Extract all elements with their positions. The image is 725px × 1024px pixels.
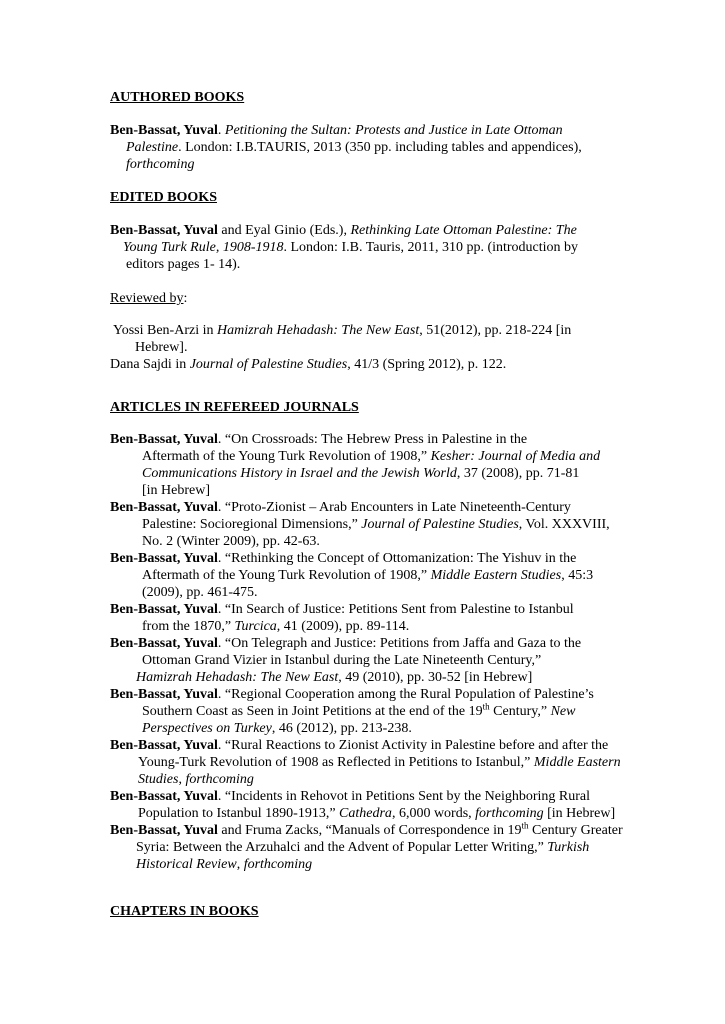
entry-line: Palestine: Socioregional Dimensions,” Journal of Palestine Studies, Vol. XXXVIII, (142, 517, 610, 532)
journal-title: Hamizrah Hehadash: The New East (216, 323, 420, 338)
book-title: Rethinking Late Ottoman Palestine: The (350, 223, 577, 238)
author-name: Ben-Bassat, Yuval (110, 432, 218, 447)
journal-title: Journal of Palestine Studies (189, 357, 348, 372)
publisher-info: . London: I.B. Tauris, 2011, 310 pp. (introduction by (283, 240, 579, 255)
entry-line (110, 222, 670, 239)
author-name: Ben-Bassat, Yuval (110, 636, 218, 651)
review-item: Yossi Ben-Arzi in Hamizrah Hehadash: The New East, 51(2012), pp. 218-224 [in (113, 323, 572, 338)
article-entry: Ben-Bassat, Yuval. “Rural Reactions to Zionist Activity in Palestine before and after the (110, 738, 609, 753)
coeditor-text: and Eyal Ginio (Eds.), (217, 223, 351, 238)
review-item: Dana Sajdi in Journal of Palestine Studies, 41/3 (Spring 2012), p. 122. (110, 357, 507, 372)
entry-line: Young-Turk Revolution of 1908 as Reflected in Petitions to Istanbul,” Middle Eastern (138, 755, 621, 770)
journal-title: Kesher: Journal of Media and (430, 449, 601, 464)
authored-books-heading: AUTHORED BOOKS (110, 90, 245, 105)
journal-title: Cathedra (339, 806, 392, 821)
book-title: Petitioning the Sultan: Protests and Justice in Late Ottoman (224, 123, 563, 138)
publisher-info-cont: editors pages 1- 14). (126, 257, 241, 272)
article-entry: Ben-Bassat, Yuval and Fruma Zacks, “Manuals of Correspondence in 19th Century Greater (110, 820, 623, 838)
article-entry: Ben-Bassat, Yuval. “Regional Cooperation among the Rural Population of Palestine’s (110, 687, 594, 702)
entry-line: Communications History in Israel and the Jewish World, 37 (2008), pp. 71-81 (142, 466, 580, 481)
review-list (110, 322, 670, 373)
article-entry: Ben-Bassat, Yuval. “On Telegraph and Justice: Petitions from Jaffa and Gaza to the (110, 636, 582, 651)
author-name: Ben-Bassat, Yuval (110, 551, 218, 566)
article-entry: Ben-Bassat, Yuval. “Rethinking the Concept of Ottomanization: The Yishuv in the (110, 551, 577, 566)
author-name: Ben-Bassat, Yuval (110, 687, 218, 702)
reviewed-by-label: Reviewed by: (110, 291, 188, 306)
entry-line: Hamizrah Hehadash: The New East, 49 (2010), pp. 30-52 [in Hebrew] (136, 670, 533, 685)
article-entry: Ben-Bassat, Yuval. “On Crossroads: The Hebrew Press in Palestine in the (110, 432, 528, 447)
author-name: Ben-Bassat, Yuval (110, 602, 218, 617)
entry-line: Ben-Bassat, Yuval. Petitioning the Sultan: Protests and Justice in Late Ottoman (110, 123, 563, 138)
entry-line: from the 1870,” Turcica, 41 (2009), pp. 89-114. (142, 619, 410, 634)
authored-book-entry (110, 122, 670, 173)
journal-title: New (550, 704, 576, 719)
entry-line: [in Hebrew] (142, 483, 211, 498)
author-name: Ben-Bassat, Yuval (110, 738, 218, 753)
publisher-info: . London: I.B.TAURIS, 2013 (350 pp. including tables and appendices), (178, 140, 582, 155)
entry-line: Syria: Between the Arzuhalci and the Advent of Popular Letter Writing,” Turkish (136, 840, 590, 855)
author-name: Ben-Bassat, Yuval (110, 223, 218, 238)
journal-title: Perspectives on Turkey (142, 721, 272, 736)
article-entry: Ben-Bassat, Yuval. “Incidents in Rehovot in Petitions Sent by the Neighboring Rural (110, 789, 591, 804)
edited-book-entry (110, 222, 670, 273)
entry-line: (2009), pp. 461-475. (142, 585, 258, 600)
status-text: forthcoming (243, 857, 313, 872)
journal-title: Journal of Palestine Studies (361, 517, 519, 532)
articles-heading: ARTICLES IN REFEREED JOURNALS (110, 400, 359, 415)
journal-title: Historical Review (136, 857, 237, 872)
edited-books-heading: EDITED BOOKS (110, 190, 217, 205)
journal-title: Communications History in Israel and the Jewish World (142, 466, 457, 481)
journal-title: Turkish (547, 840, 590, 855)
author-name: Ben-Bassat, Yuval (110, 500, 218, 515)
chapters-heading: CHAPTERS IN BOOKS (110, 904, 259, 919)
journal-title: Middle Eastern Studies (430, 568, 562, 583)
journal-title: Turcica (234, 619, 277, 634)
entry-line: Population to Istanbul 1890-1913,” Cathedra, 6,000 words, forthcoming [in Hebrew] (138, 806, 616, 821)
author-name: Ben-Bassat, Yuval (110, 123, 218, 138)
article-entry: Ben-Bassat, Yuval. “In Search of Justice: Petitions Sent from Palestine to Istanbul (110, 602, 574, 617)
entry-line: No. 2 (Winter 2009), pp. 42-63. (142, 534, 320, 549)
article-entry: Ben-Bassat, Yuval. “Proto-Zionist – Arab Encounters in Late Nineteenth-Century (110, 500, 571, 515)
book-title-cont: Young Turk Rule, 1908-1918 (123, 240, 284, 255)
book-title-cont: Palestine (126, 140, 179, 155)
status-text: forthcoming (185, 772, 254, 787)
entry-line: Southern Coast as Seen in Joint Petitions at the end of the 19th Century,” New (142, 701, 576, 719)
entry-line: Ottoman Grand Vizier in Istanbul during the Late Nineteenth Century,” (142, 653, 542, 668)
entry-line (110, 156, 670, 173)
entry-line: Aftermath of the Young Turk Revolution of 1908,” Middle Eastern Studies, 45:3 (142, 568, 594, 583)
entry-line: Historical Review, forthcoming (136, 857, 313, 872)
entry-line: Perspectives on Turkey, 46 (2012), pp. 213-238. (142, 721, 412, 736)
entry-line (110, 139, 670, 156)
entry-line: Aftermath of the Young Turk Revolution of 1908,” Kesher: Journal of Media and (142, 449, 601, 464)
entry-line (110, 256, 670, 273)
review-item-cont: Hebrew]. (135, 340, 188, 355)
status-text: forthcoming (475, 806, 544, 821)
author-name: Ben-Bassat, Yuval (110, 789, 218, 804)
journal-title: Hamizrah Hehadash: The New East (136, 670, 339, 685)
entry-line: Studies, forthcoming (138, 772, 254, 787)
journal-title: Studies (138, 772, 179, 787)
journal-title: Middle Eastern (533, 755, 621, 770)
entry-line (110, 239, 670, 256)
author-name: Ben-Bassat, Yuval (110, 823, 218, 838)
status-text: forthcoming (126, 157, 195, 172)
articles-list (110, 431, 670, 873)
